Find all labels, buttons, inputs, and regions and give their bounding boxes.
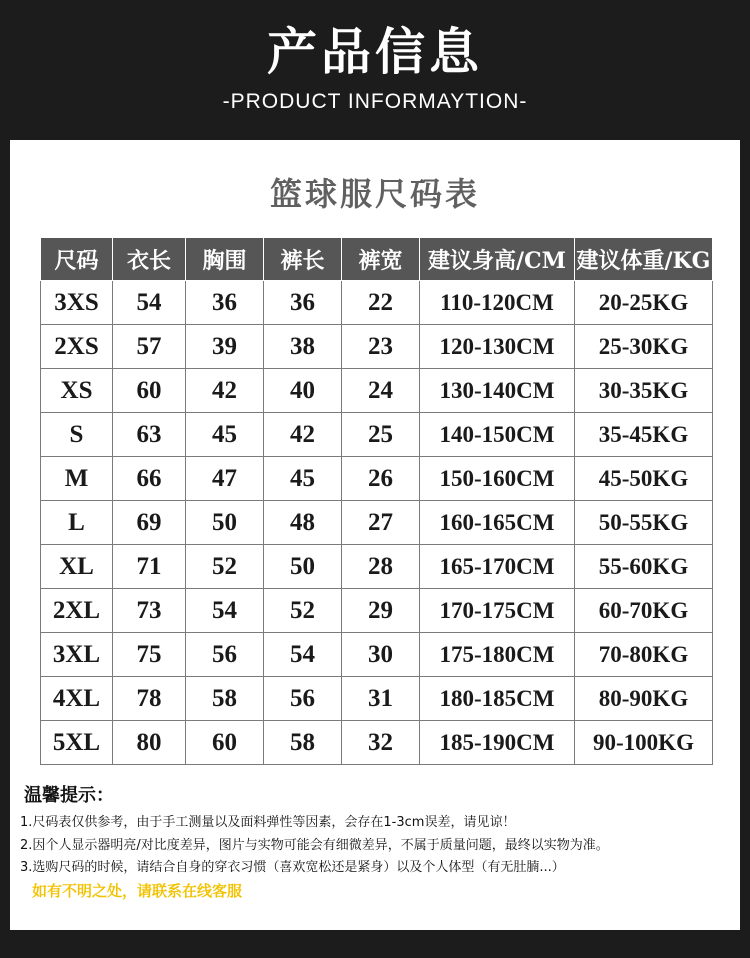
cell-size: 5XL: [41, 721, 113, 765]
cell-pants-length: 58: [264, 721, 342, 765]
cell-chest: 56: [186, 633, 264, 677]
cell-weight: 20-25KG: [575, 281, 713, 325]
cell-size: XL: [41, 545, 113, 589]
cell-pants-length: 45: [264, 457, 342, 501]
cell-length: 73: [113, 589, 186, 633]
cell-pants-length: 42: [264, 413, 342, 457]
cell-size: L: [41, 501, 113, 545]
cell-pants-length: 36: [264, 281, 342, 325]
cell-height: 175-180CM: [420, 633, 575, 677]
cell-size: XS: [41, 369, 113, 413]
cell-pants-width: 27: [342, 501, 420, 545]
table-row: [41, 677, 713, 721]
cell-length: 78: [113, 677, 186, 721]
cell-pants-width: 25: [342, 413, 420, 457]
cell-pants-length: 52: [264, 589, 342, 633]
cell-chest: 52: [186, 545, 264, 589]
cell-chest: 54: [186, 589, 264, 633]
cell-height: 120-130CM: [420, 325, 575, 369]
cell-length: 57: [113, 325, 186, 369]
cell-length: 63: [113, 413, 186, 457]
cell-height: 110-120CM: [420, 281, 575, 325]
cell-size: M: [41, 457, 113, 501]
cell-weight: 30-35KG: [575, 369, 713, 413]
table-row: [41, 413, 713, 457]
tip-item: 2.因个人显示器明亮/对比度差异，图片与实物可能会有细微差异，不属于质量问题，最终以实物为准。: [20, 838, 609, 853]
cell-pants-width: 26: [342, 457, 420, 501]
cell-pants-width: 29: [342, 589, 420, 633]
cell-size: 2XS: [41, 325, 113, 369]
cell-weight: 90-100KG: [575, 721, 713, 765]
cell-length: 54: [113, 281, 186, 325]
table-row: [41, 545, 713, 589]
cell-pants-length: 40: [264, 369, 342, 413]
table-header-row: [41, 238, 713, 281]
cell-length: 80: [113, 721, 186, 765]
cell-chest: 50: [186, 501, 264, 545]
cell-pants-length: 48: [264, 501, 342, 545]
tip-item: 1.尺码表仅供参考，由于手工测量以及面料弹性等因素，会存在1-3cm误差，请见谅！: [20, 815, 516, 830]
cell-weight: 45-50KG: [575, 457, 713, 501]
cell-weight: 60-70KG: [575, 589, 713, 633]
cell-length: 60: [113, 369, 186, 413]
page-title: 产品信息: [267, 23, 483, 81]
cell-height: 130-140CM: [420, 369, 575, 413]
cell-pants-length: 50: [264, 545, 342, 589]
size-chart-title: 篮球服尺码表: [269, 175, 480, 213]
header-banner: [0, 0, 750, 140]
table-row: [41, 721, 713, 765]
cell-height: 140-150CM: [420, 413, 575, 457]
cell-weight: 55-60KG: [575, 545, 713, 589]
table-row: [41, 457, 713, 501]
header-height: 建议身高/CM: [420, 238, 575, 281]
cell-pants-width: 24: [342, 369, 420, 413]
cell-size: 3XL: [41, 633, 113, 677]
cell-weight: 70-80KG: [575, 633, 713, 677]
cell-length: 66: [113, 457, 186, 501]
table-row: [41, 589, 713, 633]
header-weight: 建议体重/KG: [575, 238, 713, 281]
table-row: [41, 369, 713, 413]
table-row: [41, 501, 713, 545]
cell-pants-width: 23: [342, 325, 420, 369]
cell-pants-width: 28: [342, 545, 420, 589]
contact-service-note: 如有不明之处，请联系在线客服: [32, 882, 243, 900]
cell-weight: 35-45KG: [575, 413, 713, 457]
cell-pants-width: 30: [342, 633, 420, 677]
header-size: 尺码: [41, 238, 113, 281]
cell-size: S: [41, 413, 113, 457]
cell-weight: 80-90KG: [575, 677, 713, 721]
cell-height: 185-190CM: [420, 721, 575, 765]
cell-chest: 60: [186, 721, 264, 765]
cell-length: 69: [113, 501, 186, 545]
size-chart-table: [40, 237, 713, 765]
tips-title: 温馨提示：: [24, 785, 114, 806]
cell-size: 3XS: [41, 281, 113, 325]
table-row: [41, 325, 713, 369]
header-pants-width: 裤宽: [342, 238, 420, 281]
cell-pants-length: 54: [264, 633, 342, 677]
content-panel: [10, 140, 740, 930]
header-chest: 胸围: [186, 238, 264, 281]
cell-size: 4XL: [41, 677, 113, 721]
table-row: [41, 281, 713, 325]
cell-weight: 25-30KG: [575, 325, 713, 369]
cell-chest: 39: [186, 325, 264, 369]
cell-weight: 50-55KG: [575, 501, 713, 545]
cell-chest: 47: [186, 457, 264, 501]
cell-pants-width: 31: [342, 677, 420, 721]
table-row: [41, 633, 713, 677]
cell-length: 71: [113, 545, 186, 589]
cell-height: 180-185CM: [420, 677, 575, 721]
cell-height: 150-160CM: [420, 457, 575, 501]
page-subtitle: -PRODUCT INFORMAYTION-: [222, 90, 528, 113]
cell-height: 160-165CM: [420, 501, 575, 545]
header-length: 衣长: [113, 238, 186, 281]
cell-chest: 36: [186, 281, 264, 325]
cell-pants-width: 22: [342, 281, 420, 325]
cell-chest: 58: [186, 677, 264, 721]
cell-height: 170-175CM: [420, 589, 575, 633]
cell-pants-width: 32: [342, 721, 420, 765]
tip-item: 3.选购尺码的时候，请结合自身的穿衣习惯（喜欢宽松还是紧身）以及个人体型（有无肚腩...）: [20, 860, 565, 875]
cell-height: 165-170CM: [420, 545, 575, 589]
cell-length: 75: [113, 633, 186, 677]
cell-pants-length: 56: [264, 677, 342, 721]
cell-chest: 45: [186, 413, 264, 457]
cell-pants-length: 38: [264, 325, 342, 369]
cell-size: 2XL: [41, 589, 113, 633]
header-pants-length: 裤长: [264, 238, 342, 281]
cell-chest: 42: [186, 369, 264, 413]
